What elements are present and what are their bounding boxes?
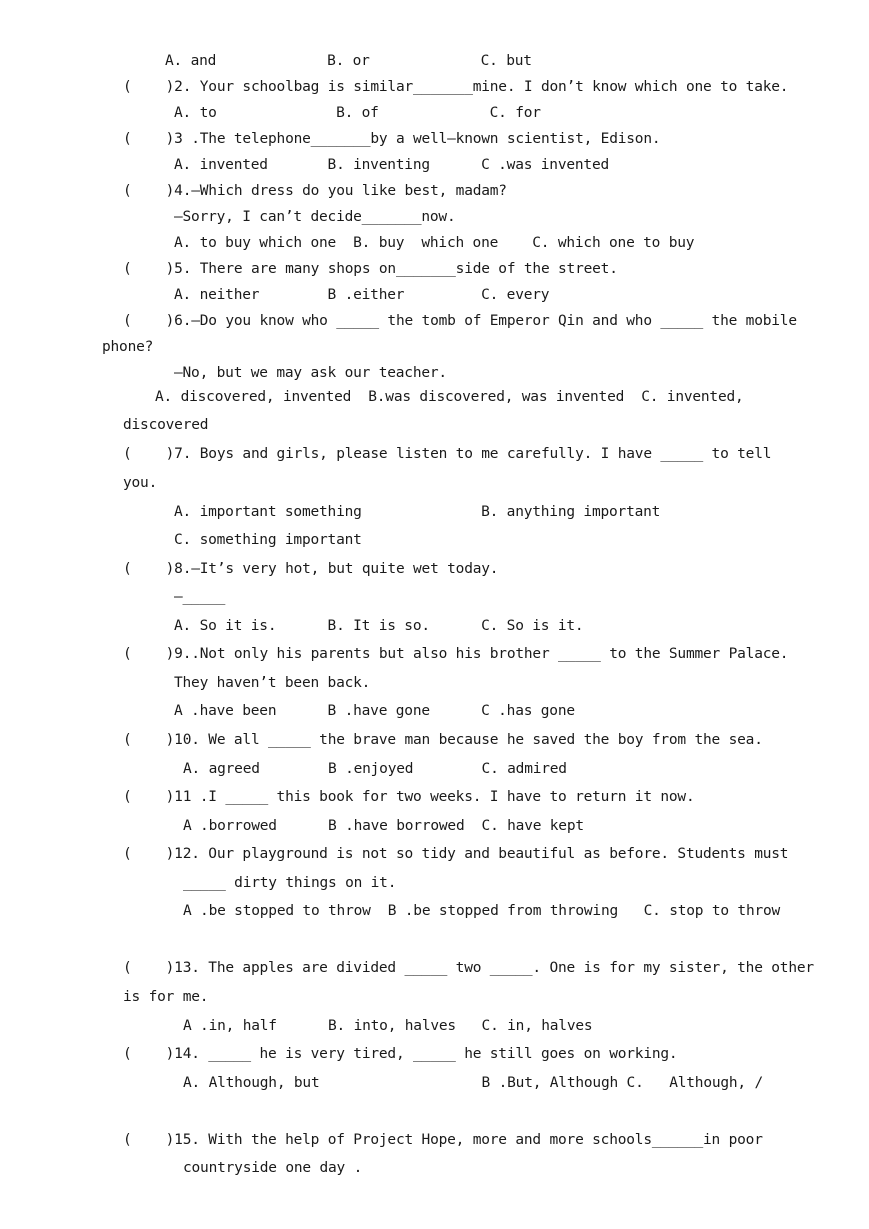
q9-stem-cont: They haven’t been back. — [174, 675, 371, 691]
q8-dialog: —_____ — [174, 589, 226, 605]
q5-stem: ( )5. There are many shops on_______side of the street. — [123, 261, 618, 277]
q13-stem-cont: is for me. — [123, 989, 209, 1005]
q4-options: A. to buy which one B. buy which one C. which one to buy — [174, 235, 695, 251]
q6-dialog: —No, but we may ask our teacher. — [174, 365, 447, 381]
q8-options: A. So it is. B. It is so. C. So is it. — [174, 618, 584, 634]
q12-stem: ( )12. Our playground is not so tidy and beautiful as before. Students must — [123, 846, 789, 862]
q9-stem: ( )9..Not only his parents but also his brother _____ to the Summer Palace. — [123, 646, 789, 662]
q2-options: A. to B. of C. for — [174, 105, 541, 121]
q12-stem-cont: _____ dirty things on it. — [183, 875, 397, 891]
q1-options: A. and B. or C. but — [165, 53, 532, 69]
q6-stem: ( )6.—Do you know who _____ the tomb of Emperor Qin and who _____ the mobile — [123, 313, 797, 329]
q7-stem-cont: you. — [123, 475, 158, 491]
q10-options: A. agreed B .enjoyed C. admired — [183, 761, 567, 777]
q9-options: A .have been B .have gone C .has gone — [174, 703, 575, 719]
q2-stem: ( )2. Your schoolbag is similar_______mine. I don’t know which one to take. — [123, 79, 789, 95]
q10-stem: ( )10. We all _____ the brave man because he saved the boy from the sea. — [123, 732, 763, 748]
q4-stem: ( )4.—Which dress do you like best, madam? — [123, 183, 507, 199]
q13-options: A .in, half B. into, halves C. in, halves — [183, 1018, 593, 1034]
q14-options: A. Although, but B .But, Although C. Although, / — [183, 1075, 764, 1091]
q7-stem: ( )7. Boys and girls, please listen to me carefully. I have _____ to tell — [123, 446, 772, 462]
q14-stem: ( )14. _____ he is very tired, _____ he still goes on working. — [123, 1046, 678, 1062]
q15-stem: ( )15. With the help of Project Hope, more and more schools______in poor — [123, 1132, 763, 1148]
q7-options-c: C. something important — [174, 532, 362, 548]
q4-dialog: —Sorry, I can’t decide_______now. — [174, 209, 456, 225]
q7-options-ab: A. important something B. anything important — [174, 504, 661, 520]
q6-options-cont: discovered — [123, 417, 209, 433]
q8-stem: ( )8.—It’s very hot, but quite wet today. — [123, 561, 499, 577]
q5-options: A. neither B .either C. every — [174, 287, 550, 303]
q11-stem: ( )11 .I _____ this book for two weeks. I have to return it now. — [123, 789, 695, 805]
q6-stem-cont: phone? — [102, 339, 154, 355]
q3-stem: ( )3 .The telephone_______by a well–known scientist, Edison. — [123, 131, 661, 147]
q12-options: A .be stopped to throw B .be stopped from throwing C. stop to throw — [183, 903, 781, 919]
q13-stem: ( )13. The apples are divided _____ two _____. One is for my sister, the other — [123, 960, 814, 976]
q11-options: A .borrowed B .have borrowed C. have kept — [183, 818, 584, 834]
q15-stem-cont: countryside one day . — [183, 1160, 363, 1176]
q3-options: A. invented B. inventing C .was invented — [174, 157, 610, 173]
q6-options: A. discovered, invented B.was discovered, was invented C. invented, — [155, 389, 744, 405]
